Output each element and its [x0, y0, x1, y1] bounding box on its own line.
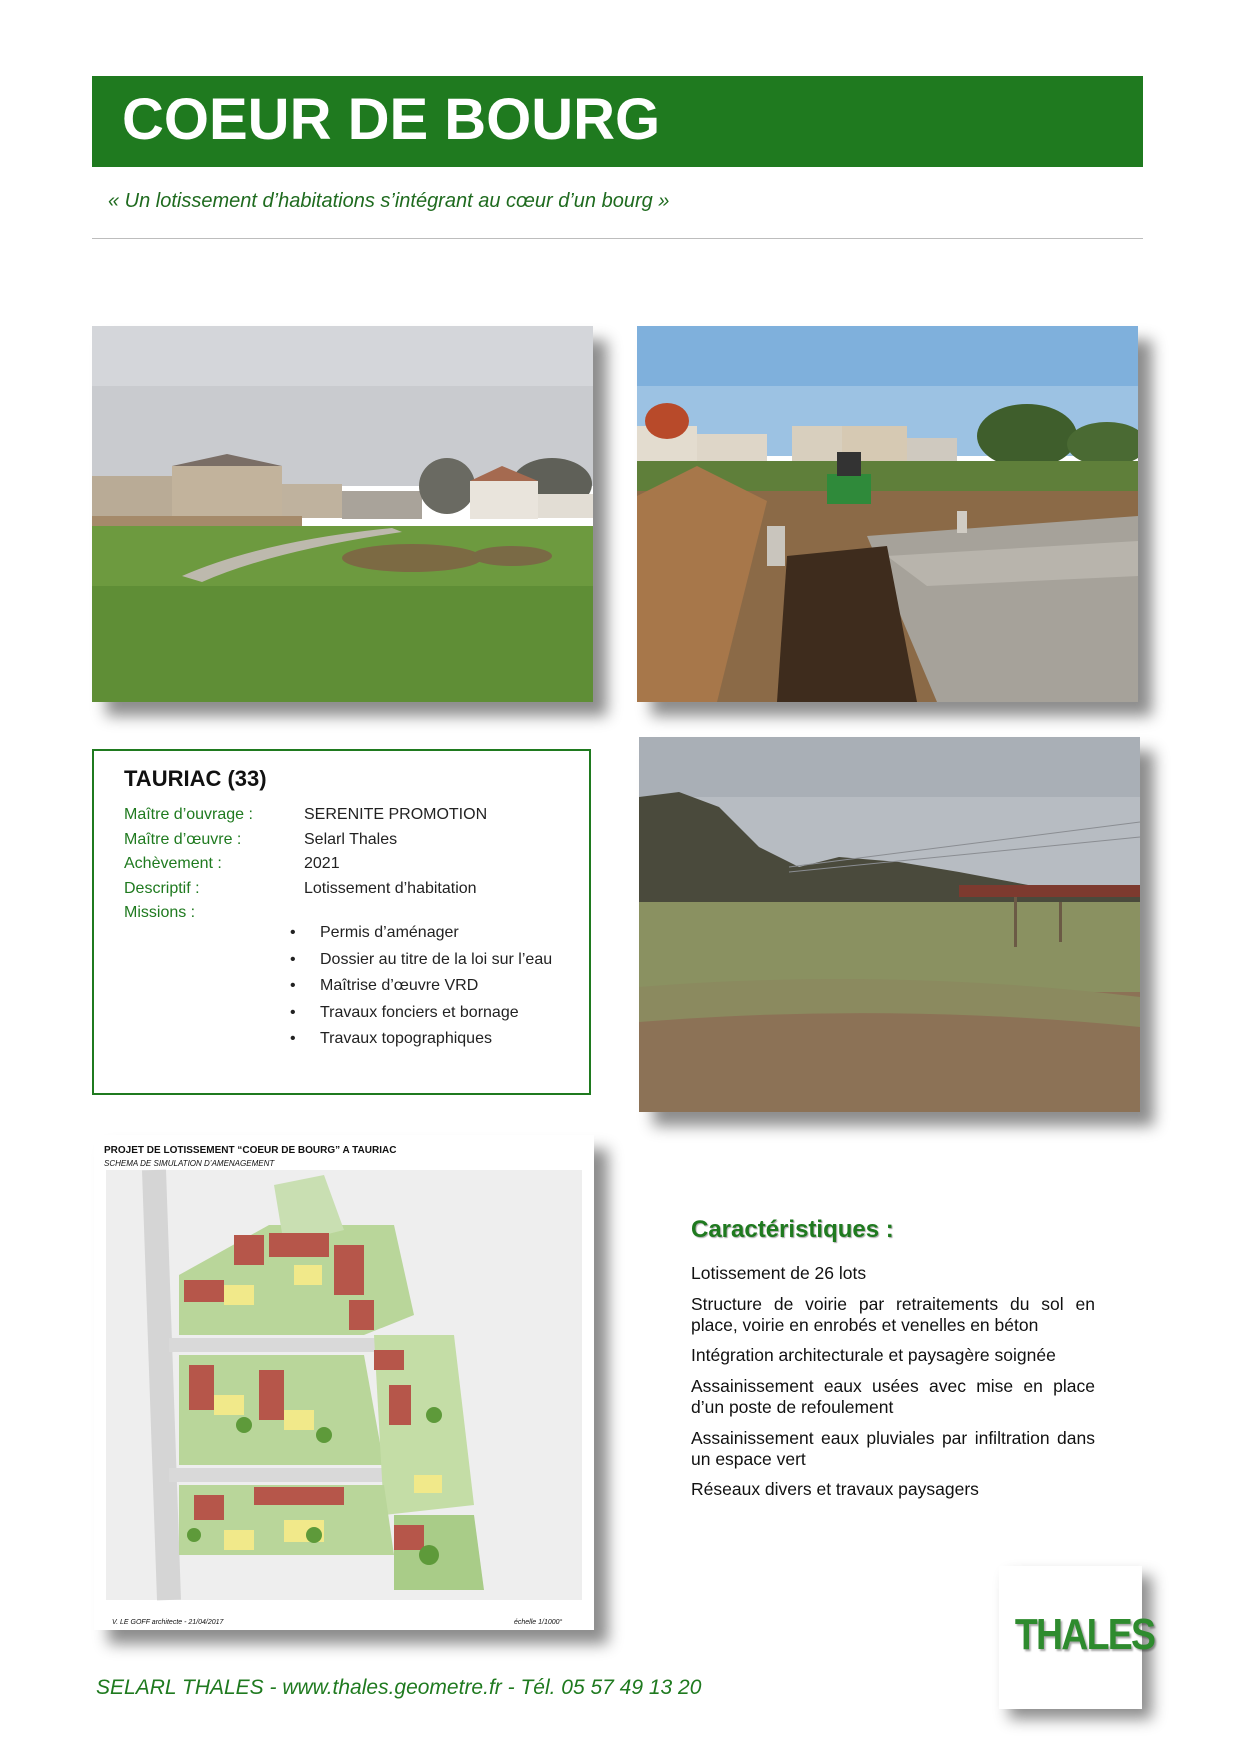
- photo-construction-site: [637, 326, 1138, 702]
- bullet-icon: •: [290, 924, 296, 941]
- mission-item: Dossier au titre de la loi sur l’eau: [320, 951, 553, 968]
- label-missions: Missions :: [124, 904, 196, 921]
- plan-subtitle: SCHEMA DE SIMULATION D’AMENAGEMENT: [104, 1159, 275, 1168]
- value-descriptif: Lotissement d’habitation: [304, 880, 477, 897]
- caracteristique-item: Assainissement eaux usées avec mise en place d’un poste de refoulement: [691, 1376, 1095, 1417]
- label-achevement: Achèvement :: [124, 855, 222, 872]
- caracteristique-item: Intégration architecturale et paysagère soignée: [691, 1345, 1056, 1365]
- caracteristique-item: Assainissement eaux pluviales par infiltration dans un espace vert: [691, 1428, 1095, 1469]
- bullet-icon: •: [290, 1030, 296, 1047]
- mission-item: Permis d’aménager: [320, 924, 459, 941]
- plan-author: V. LE GOFF architecte - 21/04/2017: [112, 1619, 224, 1626]
- label-maitre-oeuvre: Maître d’œuvre :: [124, 831, 242, 848]
- value-maitre-ouvrage: SERENITE PROMOTION: [304, 806, 488, 823]
- label-descriptif: Descriptif :: [124, 880, 200, 897]
- mission-item: Maîtrise d’œuvre VRD: [320, 977, 479, 994]
- caracteristiques-title: Caractéristiques :: [691, 1216, 894, 1243]
- mission-item: Travaux fonciers et bornage: [320, 1004, 519, 1021]
- bullet-icon: •: [290, 951, 296, 968]
- plan-scale: échelle 1/1000°: [514, 1619, 563, 1626]
- mission-item: Travaux topographiques: [320, 1030, 492, 1047]
- header-divider: [92, 238, 1143, 239]
- bullet-icon: •: [290, 977, 296, 994]
- bullet-icon: •: [290, 1004, 296, 1021]
- photo-village-green: [92, 326, 593, 702]
- page-title: COEUR DE BOURG: [122, 87, 661, 152]
- value-achevement: 2021: [304, 855, 340, 872]
- plan-title: PROJET DE LOTISSEMENT “COEUR DE BOURG” A TAURIAC: [104, 1145, 397, 1156]
- project-location: TAURIAC (33): [124, 766, 267, 791]
- page-subtitle: « Un lotissement d’habitations s’intégrant au cœur d’un bourg »: [108, 190, 670, 212]
- value-maitre-oeuvre: Selarl Thales: [304, 831, 398, 848]
- site-plan: [94, 1135, 594, 1630]
- photo-field: [639, 737, 1140, 1112]
- caracteristique-item: Lotissement de 26 lots: [691, 1263, 867, 1283]
- caracteristique-item: Réseaux divers et travaux paysagers: [691, 1479, 979, 1499]
- footer-contact: SELARL THALES - www.thales.geometre.fr - Tél. 05 57 49 13 20: [96, 1676, 702, 1699]
- caracteristique-item: Structure de voirie par retraitements du sol en place, voirie en enrobés et venelles en béton: [691, 1294, 1095, 1335]
- thales-logo-text: THALES: [1014, 1610, 1155, 1659]
- label-maitre-ouvrage: Maître d’ouvrage :: [124, 806, 253, 823]
